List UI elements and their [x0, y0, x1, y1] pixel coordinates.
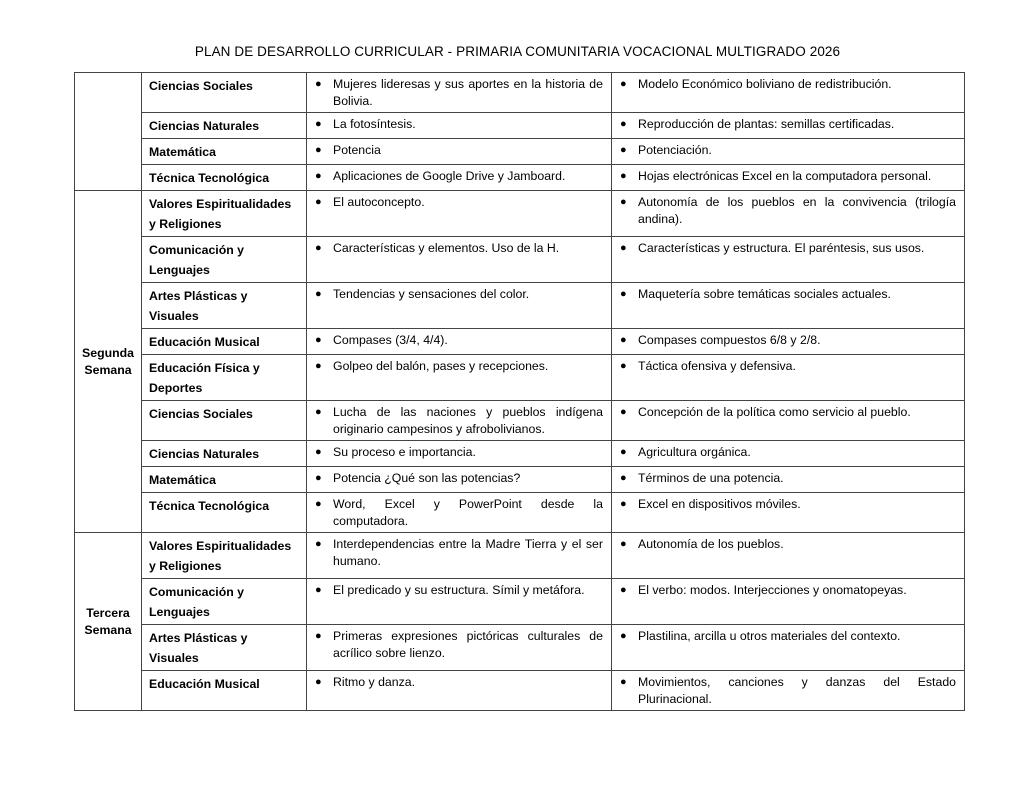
bullet-icon: ●	[620, 334, 627, 346]
bullet-item	[620, 496, 956, 513]
content-cell-2	[612, 355, 965, 401]
content-cell-1	[307, 329, 612, 355]
content-cell-2	[612, 671, 965, 711]
bullet-icon: ●	[315, 472, 322, 484]
bullet-text: Características y estructura. El paréntesis, sus usos.	[638, 241, 925, 255]
bullet-text: Potencia	[333, 143, 381, 157]
content-cell-1	[307, 441, 612, 467]
table-row	[75, 165, 965, 191]
bullet-icon: ●	[620, 498, 627, 510]
content-cell-1	[307, 355, 612, 401]
curriculum-table-body	[75, 73, 965, 711]
bullet-item	[620, 286, 956, 303]
subject-cell: Valores Espiritualidades y Religiones	[142, 191, 307, 237]
subject-cell: Artes Plásticas y Visuales	[142, 625, 307, 671]
bullet-text: Autonomía de los pueblos.	[638, 537, 784, 551]
bullet-item	[620, 168, 956, 185]
bullet-icon: ●	[620, 584, 627, 596]
bullet-text: Táctica ofensiva y defensiva.	[638, 359, 796, 373]
bullet-icon: ●	[620, 360, 627, 372]
bullet-icon: ●	[620, 118, 627, 130]
bullet-text: Potencia ¿Qué son las potencias?	[333, 471, 521, 485]
content-cell-2	[612, 579, 965, 625]
table-row	[75, 533, 965, 579]
subject-cell: Matemática	[142, 467, 307, 493]
bullet-item	[315, 142, 603, 159]
bullet-icon: ●	[315, 144, 322, 156]
table-row	[75, 401, 965, 441]
bullet-text: Autonomía de los pueblos en la convivencia (trilogía andina).	[638, 195, 956, 226]
bullet-text: Maquetería sobre temáticas sociales actuales.	[638, 287, 891, 301]
bullet-item	[315, 194, 603, 211]
bullet-item	[620, 142, 956, 159]
bullet-icon: ●	[620, 676, 627, 688]
subject-cell: Ciencias Sociales	[142, 73, 307, 113]
bullet-text: Concepción de la política como servicio al pueblo.	[638, 405, 911, 419]
bullet-item	[620, 116, 956, 133]
content-cell-2	[612, 191, 965, 237]
content-cell-1	[307, 165, 612, 191]
table-row	[75, 113, 965, 139]
bullet-item	[620, 674, 956, 708]
bullet-icon: ●	[315, 334, 322, 346]
subject-cell: Técnica Tecnológica	[142, 493, 307, 533]
table-row	[75, 355, 965, 401]
bullet-item	[620, 582, 956, 599]
subject-cell: Técnica Tecnológica	[142, 165, 307, 191]
content-cell-1	[307, 401, 612, 441]
bullet-item	[620, 470, 956, 487]
bullet-icon: ●	[315, 242, 322, 254]
bullet-item	[315, 470, 603, 487]
subject-cell: Artes Plásticas y Visuales	[142, 283, 307, 329]
content-cell-2	[612, 113, 965, 139]
bullet-icon: ●	[620, 170, 627, 182]
curriculum-table	[74, 72, 965, 711]
bullet-item	[315, 496, 603, 530]
bullet-icon: ●	[315, 360, 322, 372]
content-cell-2	[612, 533, 965, 579]
bullet-text: El verbo: modos. Interjecciones y onomatopeyas.	[638, 583, 907, 597]
subject-cell: Ciencias Sociales	[142, 401, 307, 441]
subject-cell: Comunicación y Lenguajes	[142, 579, 307, 625]
table-row	[75, 441, 965, 467]
bullet-item	[620, 194, 956, 228]
bullet-icon: ●	[315, 630, 322, 642]
content-cell-2	[612, 625, 965, 671]
content-cell-1	[307, 113, 612, 139]
bullet-icon: ●	[315, 676, 322, 688]
bullet-icon: ●	[620, 242, 627, 254]
bullet-text: Su proceso e importancia.	[333, 445, 476, 459]
table-row	[75, 467, 965, 493]
bullet-text: Mujeres lideresas y sus aportes en la historia de Bolivia.	[333, 77, 603, 108]
bullet-icon: ●	[315, 446, 322, 458]
bullet-item	[315, 444, 603, 461]
content-cell-2	[612, 165, 965, 191]
bullet-item	[315, 674, 603, 691]
bullet-icon: ●	[315, 538, 322, 550]
bullet-icon: ●	[315, 170, 322, 182]
bullet-text: Word, Excel y PowerPoint desde la computadora.	[333, 497, 603, 528]
table-row	[75, 191, 965, 237]
bullet-item	[620, 240, 956, 257]
bullet-icon: ●	[620, 196, 627, 208]
bullet-icon: ●	[315, 196, 322, 208]
bullet-icon: ●	[315, 118, 322, 130]
table-row	[75, 73, 965, 113]
subject-cell: Ciencias Naturales	[142, 113, 307, 139]
table-row	[75, 283, 965, 329]
content-cell-1	[307, 467, 612, 493]
content-cell-1	[307, 191, 612, 237]
subject-cell: Comunicación y Lenguajes	[142, 237, 307, 283]
content-cell-2	[612, 441, 965, 467]
subject-cell: Educación Física y Deportes	[142, 355, 307, 401]
bullet-text: Excel en dispositivos móviles.	[638, 497, 801, 511]
content-cell-1	[307, 139, 612, 165]
content-cell-2	[612, 237, 965, 283]
bullet-item	[315, 332, 603, 349]
bullet-item	[315, 582, 603, 599]
subject-cell: Ciencias Naturales	[142, 441, 307, 467]
bullet-item	[315, 536, 603, 570]
content-cell-1	[307, 579, 612, 625]
table-row	[75, 139, 965, 165]
content-cell-2	[612, 467, 965, 493]
bullet-icon: ●	[315, 498, 322, 510]
document-title: PLAN DE DESARROLLO CURRICULAR - PRIMARIA COMUNITARIA VOCACIONAL MULTIGRADO 2026	[194, 44, 841, 59]
bullet-icon: ●	[620, 288, 627, 300]
bullet-icon: ●	[620, 406, 627, 418]
content-cell-2	[612, 401, 965, 441]
bullet-text: Hojas electrónicas Excel en la computadora personal.	[638, 169, 932, 183]
bullet-text: Interdependencias entre la Madre Tierra y el ser humano.	[333, 537, 603, 568]
bullet-item	[620, 628, 956, 645]
bullet-text: Golpeo del balón, pases y recepciones.	[333, 359, 549, 373]
table-row	[75, 493, 965, 533]
bullet-icon: ●	[315, 78, 322, 90]
content-cell-2	[612, 283, 965, 329]
content-cell-1	[307, 73, 612, 113]
content-cell-1	[307, 533, 612, 579]
subject-cell: Educación Musical	[142, 329, 307, 355]
bullet-item	[620, 536, 956, 553]
bullet-text: Potenciación.	[638, 143, 712, 157]
table-row	[75, 671, 965, 711]
bullet-item	[315, 404, 603, 438]
bullet-icon: ●	[620, 144, 627, 156]
bullet-icon: ●	[620, 446, 627, 458]
bullet-text: Tendencias y sensaciones del color.	[333, 287, 530, 301]
bullet-text: Plastilina, arcilla u otros materiales del contexto.	[638, 629, 901, 643]
bullet-icon: ●	[315, 584, 322, 596]
bullet-icon: ●	[620, 78, 627, 90]
table-row	[75, 237, 965, 283]
content-cell-2	[612, 329, 965, 355]
bullet-icon: ●	[620, 538, 627, 550]
bullet-item	[620, 332, 956, 349]
table-row	[75, 329, 965, 355]
bullet-item	[315, 116, 603, 133]
bullet-text: La fotosíntesis.	[333, 117, 416, 131]
bullet-item	[315, 168, 603, 185]
bullet-item	[620, 358, 956, 375]
bullet-icon: ●	[315, 288, 322, 300]
week-label: Segunda Semana	[75, 191, 142, 533]
bullet-text: Primeras expresiones pictóricas culturales de acrílico sobre lienzo.	[333, 629, 603, 660]
bullet-text: El predicado y su estructura. Símil y metáfora.	[333, 583, 585, 597]
bullet-text: Ritmo y danza.	[333, 675, 416, 689]
content-cell-2	[612, 493, 965, 533]
bullet-item	[315, 240, 603, 257]
table-row	[75, 579, 965, 625]
bullet-text: Agricultura orgánica.	[638, 445, 751, 459]
content-cell-1	[307, 493, 612, 533]
bullet-icon: ●	[620, 630, 627, 642]
bullet-text: Lucha de las naciones y pueblos indígena originario campesinos y afrobolivianos.	[333, 405, 603, 436]
subject-cell: Matemática	[142, 139, 307, 165]
table-row	[75, 625, 965, 671]
bullet-text: Compases (3/4, 4/4).	[333, 333, 448, 347]
bullet-text: Movimientos, canciones y danzas del Estado Plurinacional.	[638, 675, 956, 706]
bullet-text: Aplicaciones de Google Drive y Jamboard.	[333, 169, 566, 183]
subject-cell: Educación Musical	[142, 671, 307, 711]
bullet-text: Reproducción de plantas: semillas certificadas.	[638, 117, 895, 131]
content-cell-1	[307, 625, 612, 671]
bullet-item	[315, 76, 603, 110]
content-cell-1	[307, 237, 612, 283]
bullet-item	[315, 286, 603, 303]
week-label: Tercera Semana	[75, 533, 142, 711]
bullet-icon: ●	[620, 472, 627, 484]
bullet-item	[315, 628, 603, 662]
bullet-item	[315, 358, 603, 375]
bullet-item	[620, 444, 956, 461]
content-cell-2	[612, 73, 965, 113]
bullet-item	[620, 404, 956, 421]
bullet-text: Modelo Económico boliviano de redistribución.	[638, 77, 892, 91]
content-cell-1	[307, 283, 612, 329]
bullet-item	[620, 76, 956, 93]
bullet-text: Compases compuestos 6/8 y 2/8.	[638, 333, 821, 347]
bullet-icon: ●	[315, 406, 322, 418]
bullet-text: El autoconcepto.	[333, 195, 425, 209]
subject-cell: Valores Espiritualidades y Religiones	[142, 533, 307, 579]
content-cell-1	[307, 671, 612, 711]
content-cell-2	[612, 139, 965, 165]
bullet-text: Términos de una potencia.	[638, 471, 784, 485]
week-label	[75, 73, 142, 191]
bullet-text: Características y elementos. Uso de la H.	[333, 241, 560, 255]
